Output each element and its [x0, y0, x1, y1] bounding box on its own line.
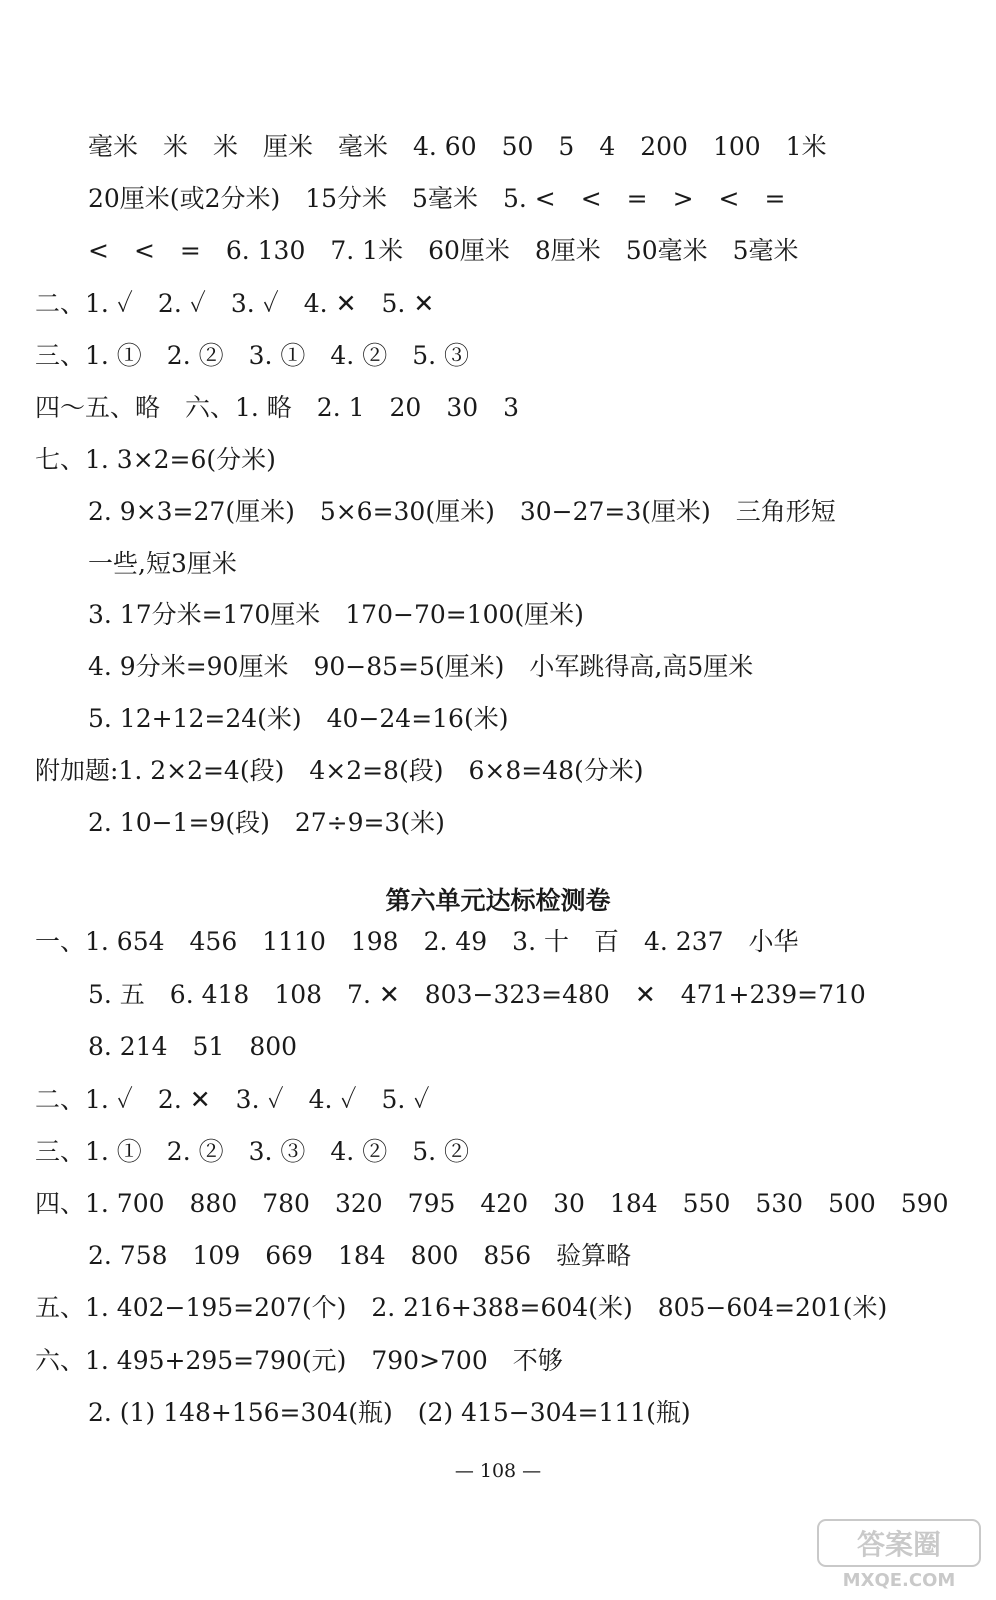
answer-line: 七、1. 3×2=6(分米) — [35, 445, 276, 474]
watermark-logo — [814, 1516, 984, 1592]
answer-line: 2. 10−1=9(段) 27÷9=3(米) — [88, 808, 445, 837]
answer-line: 二、1. ✓ 2. ✓ 3. ✓ 4. ✕ 5. ✕ — [35, 289, 435, 318]
answer-line: 四～五、略 六、1. 略 2. 1 20 30 3 — [35, 393, 520, 422]
answer-line: 附加题:1. 2×2=4(段) 4×2=8(段) 6×8=48(分米) — [35, 756, 644, 785]
answer-line: 一些,短3厘米 — [88, 549, 237, 578]
answer-line: 一、1. 654 456 1110 198 2. 49 3. 十 百 4. 237 小华 — [35, 927, 799, 956]
svg-text:答案圈: 答案圈 — [856, 1528, 942, 1561]
answer-line: 4. 9分米=90厘米 90−85=5(厘米) 小军跳得高,高5厘米 — [88, 652, 754, 681]
answer-line: 3. 17分米=170厘米 170−70=100(厘米) — [88, 600, 584, 629]
svg-text:MXQE.COM: MXQE.COM — [842, 1570, 956, 1591]
answer-line: 三、1. ① 2. ② 3. ③ 4. ② 5. ② — [35, 1137, 469, 1166]
answer-line: < < = 6. 130 7. 1米 60厘米 8厘米 50毫米 5毫米 — [88, 236, 799, 265]
section-title: 第六单元达标检测卷 — [385, 886, 611, 915]
answer-line: 5. 五 6. 418 108 7. ✕ 803−323=480 ✕ 471+239=710 — [88, 980, 866, 1009]
answer-line: 六、1. 495+295=790(元) 790>700 不够 — [35, 1346, 563, 1375]
answer-line: 5. 12+12=24(米) 40−24=16(米) — [88, 704, 509, 733]
answer-line: 2. 9×3=27(厘米) 5×6=30(厘米) 30−27=3(厘米) 三角形短 — [88, 497, 836, 526]
answer-line: 2. (1) 148+156=304(瓶) (2) 415−304=111(瓶) — [88, 1398, 691, 1427]
answer-line: 8. 214 51 800 — [88, 1032, 298, 1061]
answer-line: 2. 758 109 669 184 800 856 验算略 — [88, 1241, 632, 1270]
answer-line: 五、1. 402−195=207(个) 2. 216+388=604(米) 805−604=201(米) — [35, 1293, 888, 1322]
answer-line: 二、1. ✓ 2. ✕ 3. ✓ 4. ✓ 5. ✓ — [35, 1085, 430, 1114]
answer-line: 毫米 米 米 厘米 毫米 4. 60 50 5 4 200 100 1米 — [88, 132, 827, 161]
answer-line: 四、1. 700 880 780 320 795 420 30 184 550 530 500 590 — [35, 1189, 949, 1218]
answer-line: 三、1. ① 2. ② 3. ① 4. ② 5. ③ — [35, 341, 469, 370]
page-number: — 108 — — [454, 1460, 542, 1482]
answer-line: 20厘米(或2分米) 15分米 5毫米 5. < < = > < = — [88, 184, 786, 213]
